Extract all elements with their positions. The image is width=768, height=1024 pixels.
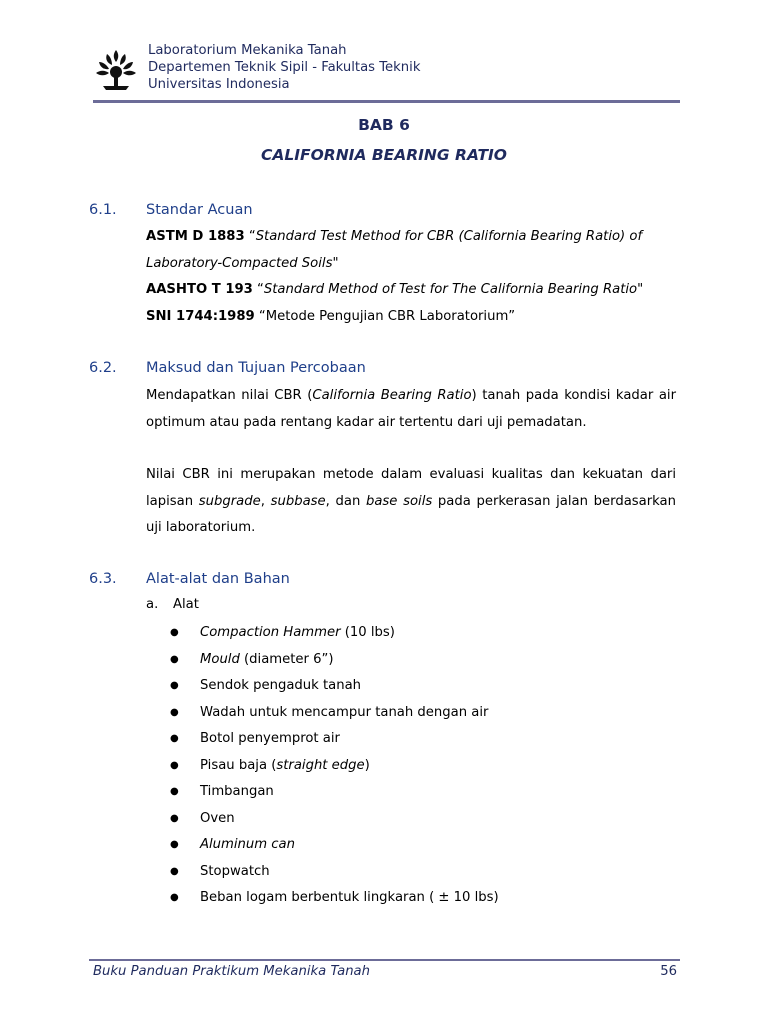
chapter-number: BAB 6 (358, 116, 410, 134)
item-text: Timbangan (200, 784, 274, 799)
bullet-icon: ● (170, 865, 179, 877)
list-item (170, 647, 499, 674)
section-title: Maksud dan Tujuan Percobaan (146, 360, 366, 376)
section-title: Alat-alat dan Bahan (146, 571, 290, 587)
paragraph-line: Nilai CBR ini merupakan metode dalam evaluasi kualitas dan kekuatan dari (146, 467, 676, 482)
list-item (170, 620, 499, 647)
paragraph (146, 462, 676, 542)
page-number: 56 (660, 964, 677, 979)
bullet-icon: ● (170, 786, 179, 797)
sublist-heading (146, 597, 199, 612)
item-text: ) (364, 757, 370, 773)
header-department: Departemen Teknik Sipil - Fakultas Teknik (148, 60, 421, 75)
bullet-icon: ● (170, 892, 179, 903)
item-text: Stopwatch (200, 863, 270, 879)
text-run-italic: California Bearing Ratio (312, 388, 472, 403)
item-text: Sendok pengaduk tanah (200, 678, 362, 693)
footer-divider (89, 959, 680, 961)
paragraph-line: uji laboratorium. (146, 520, 256, 535)
reference-astm-cont (146, 251, 676, 278)
reference-astm (146, 224, 676, 251)
paragraph-line: optimum atau pada rentang kadar air tertentu dari uji pemadatan. (146, 414, 587, 430)
text-run-italic: subbase (270, 493, 326, 509)
list-item (170, 832, 499, 859)
text-run: , (260, 493, 271, 509)
paragraph-line (146, 489, 676, 516)
reference-list (146, 224, 676, 330)
section-number: 6.1. (89, 202, 117, 218)
reference-aashto (146, 277, 676, 304)
quote-mark: “ (252, 282, 264, 297)
reference-title: Laboratory-Compacted Soils (146, 255, 333, 271)
list-item (170, 779, 499, 806)
sublist-title: Alat (173, 597, 199, 612)
text-run: lapisan (146, 493, 199, 509)
item-text: Wadah untuk mencampur tanah dengan air (200, 704, 489, 720)
footer-book-title: Buku Panduan Praktikum Mekanika Tanah (93, 964, 370, 979)
reference-title: Standard Method of Test for The California Bearing Ratio (263, 282, 638, 297)
reference-code: AASHTO T 193 (146, 282, 253, 297)
text-run: Mendapatkan nilai CBR ( (146, 388, 313, 403)
reference-title: “Metode Pengujian CBR Laboratorium” (254, 308, 516, 324)
reference-sni (146, 304, 676, 331)
list-item (170, 700, 499, 727)
page-header (93, 40, 683, 100)
chapter-title: CALIFORNIA BEARING RATIO (260, 146, 507, 164)
header-university: Universitas Indonesia (148, 77, 290, 92)
equipment-list (170, 620, 499, 912)
reference-title: Standard Test Method for CBR (California Bearing Ratio) of (255, 229, 643, 244)
reference-code: ASTM D 1883 (146, 229, 245, 244)
item-text: Oven (200, 810, 235, 826)
bullet-icon: ● (170, 706, 179, 718)
quote-mark: " (332, 255, 339, 271)
text-run-italic: base soils (365, 493, 433, 509)
item-text: Pisau baja ( (200, 757, 277, 773)
sublist-label: a. (146, 597, 159, 612)
header-text (148, 42, 420, 93)
text-run-italic: subgrade (198, 493, 261, 509)
bullet-icon: ● (170, 627, 179, 638)
list-item (170, 673, 499, 700)
item-text: Beban logam berbentuk lingkaran ( ± 10 lbs) (200, 890, 499, 905)
item-text-italic: Aluminum can (200, 837, 295, 852)
item-text: (diameter 6”) (239, 651, 334, 667)
bullet-icon: ● (170, 759, 179, 771)
quote-mark: " (637, 282, 644, 297)
reference-code: SNI 1744:1989 (146, 308, 255, 324)
bullet-icon: ● (170, 839, 179, 850)
bullet-icon: ● (170, 733, 179, 744)
list-item (170, 885, 499, 912)
section-number: 6.2. (89, 360, 117, 376)
item-text-italic: straight edge (276, 757, 365, 773)
text-run: , dan (325, 493, 366, 509)
bullet-icon: ● (170, 653, 179, 665)
quote-mark: “ (244, 229, 256, 244)
text-run: ) tanah pada kondisi kadar air (471, 388, 676, 403)
list-item (170, 726, 499, 753)
item-text: (10 lbs) (340, 625, 395, 640)
bullet-icon: ● (170, 680, 179, 691)
section-title: Standar Acuan (146, 202, 253, 218)
paragraph-line (146, 383, 676, 410)
paragraph (146, 383, 676, 436)
section-number: 6.3. (89, 571, 117, 587)
list-item (170, 806, 499, 833)
university-logo-icon (93, 46, 139, 92)
item-text-italic: Compaction Hammer (200, 625, 341, 640)
bullet-icon: ● (170, 812, 179, 824)
list-item (170, 753, 499, 780)
header-divider (93, 100, 680, 103)
text-run: pada perkerasan jalan berdasarkan (432, 493, 676, 509)
item-text: Botol penyemprot air (200, 731, 340, 746)
item-text-italic: Mould (200, 651, 240, 667)
list-item (170, 859, 499, 886)
header-lab-name: Laboratorium Mekanika Tanah (148, 43, 347, 58)
